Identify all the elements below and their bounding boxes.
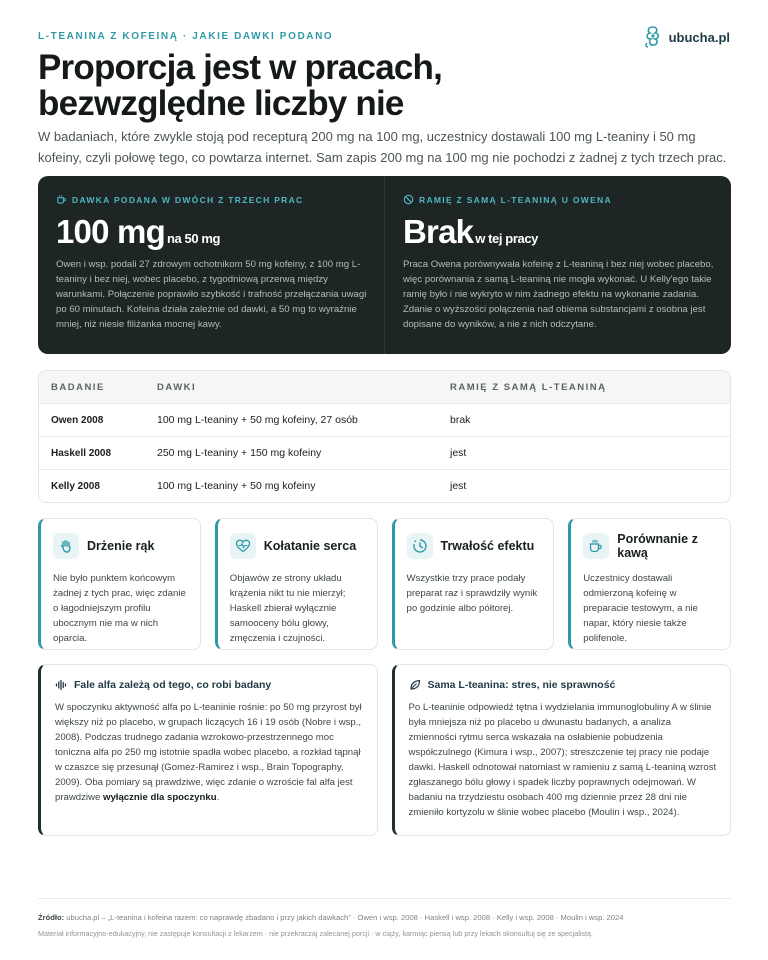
panel-text: Po L-teaninie odpowiedź tętna i wydzielania immunoglobuliny A w ślinie była mniejsza niż po placebo u dwunastu badanych, a analiza zmienności rytmu serca wskazała na osłabienie pobudzenia współczulnego (Kimura i wsp., 2007); streszczenie tej pracy nie podaje dawki. Haskell odnotował natomiast w ramieniu z samą L-teaniną wzrost zgłaszanego bólu głowy i spadek liczby poprawnych odejmowań. W badaniu na trzydziestu osobach 400 mg dziennie przez 28 dni nie zmieniło kortyzolu w ślinie wobec placebo (Moulin i wsp., 2024). (408, 702, 717, 818)
panel-text: W spoczynku aktywność alfa po L-teaninie rośnie: po 50 mg przyrost był większy niż po placebo, w grupach liczących 16 i 19 osób (Nobre i wsp., 2008). Podczas trudnego zadania wzrokowo-przestrzennego moc toniczna alfa po 250 mg istotnie spadła wobec placebo, a rozkład tąpnął w czaszce się przesunął (Gomez-Ramirez i wsp., Brain Topography, 2009). Oba pomiary są prawdziwe, więc zdanie o wzroście fal alfa jest prawdziwe wyłącznie dla spoczynku. (55, 702, 362, 803)
card-hand-tremor (38, 518, 201, 650)
panel-title: Sama L-teanina: stres, nie sprawność (427, 679, 616, 691)
leaf-icon (409, 679, 421, 691)
kombucha-logo-icon (642, 25, 664, 49)
arm-description: Praca Owena porównywała kofeinę z L-teaniną i bez niej wobec placebo, więc porównania z samą L-teaniną nie mogła wykonać. U Kelly'ego takie ramię było i nie wykryto w nim żadnego efektu na wykonanie zadania. Zdanie o wyższości połączenia nad obiema substancjami z osobna jest dopisane do wyników, a nie z nich odczytane. (403, 259, 714, 330)
detail-panels (38, 664, 731, 836)
dose-description: Owen i wsp. podali 27 zdrowym ochotnikom 50 mg kofeiny, z 100 mg L-teaniny i bez niej, wobec placebo, z tygodniową przerwą między warunkami. Połączenie poprawiło szybkość i trafność przełączania uwagi po 60 minutach. Kofeina działa zależnie od dawki, a 50 mg to wyraźnie mniej, niż niesie filiżanka mocnej kawy. (56, 259, 367, 330)
column-header: DAWKI (157, 381, 197, 393)
table-cell: Owen 2008 (51, 414, 104, 426)
table-cell: brak (450, 414, 471, 426)
hand-icon (58, 538, 74, 554)
card-title: Drżenie rąk (87, 539, 155, 553)
footer (38, 898, 731, 938)
dose-highlight-panel (38, 176, 731, 354)
claims-cards (38, 518, 731, 650)
cup-icon (56, 194, 67, 205)
table-row (39, 403, 730, 436)
dose-value: 100 mg na 50 mg (56, 213, 221, 250)
theanine-alone-panel (392, 664, 732, 836)
alpha-waves-panel (38, 664, 378, 836)
page-title: Proporcja jest w pracach, bezwzględne liczby nie (38, 48, 443, 123)
studies-table (38, 370, 731, 503)
column-header: BADANIE (51, 381, 105, 393)
cup-icon (588, 538, 604, 554)
table-cell: 100 mg L-teaniny + 50 mg kofeiny (157, 480, 316, 492)
waveform-icon (55, 679, 67, 691)
arm-label: RAMIĘ Z SAMĄ L-TEANINĄ U OWENA (403, 194, 715, 205)
disclaimer: Materiał informacyjno-edukacyjny, nie zastępuje konsultacji z lekarzem · nie przekraczaj zalecanej porcji · w ciąży, karmiąc piersią lub przy lekach skonsultuj się ze specjalistą. (38, 929, 593, 938)
arm-value: Brak w tej pracy (403, 213, 538, 250)
card-title: Kołatanie serca (263, 539, 357, 553)
column-header: RAMIĘ Z SAMĄ L-TEANINĄ (450, 381, 607, 393)
card-effect-duration (392, 518, 555, 650)
brand-name: ubucha.pl (668, 29, 730, 45)
table-row (39, 436, 730, 469)
table-header-row (39, 371, 730, 403)
card-coffee-comparison (568, 518, 731, 650)
source-line: Źródło: ubucha.pl – „L-teanina i kofeina razem: co naprawdę zbadano i przy jakich dawkach” · Owen i wsp. 2008 · Haskell i wsp. 2008 · Kelly i wsp. 2008 · Moulin i wsp. 2024 (38, 913, 624, 922)
table-cell: jest (450, 480, 467, 492)
card-palpitations (215, 518, 378, 650)
lead-paragraph: W badaniach, które zwykle stoją pod recepturą 200 mg na 100 mg, uczestnicy dostawali 100 mg L-teaniny i 50 mg kofeiny, czyli połowę tego, co powtarza internet. Sam zapis 200 mg na 100 mg nie pochodzi z żadnej z tych trzech prac. (38, 129, 727, 165)
table-cell: Kelly 2008 (51, 480, 100, 492)
table-cell: 100 mg L-teaniny + 50 mg kofeiny, 27 osób (157, 414, 358, 426)
kicker: L-TEANINA Z KOFEINĄ · JAKIE DAWKI PODANO (38, 31, 334, 42)
brand-logo[interactable] (642, 25, 730, 49)
arm-column (384, 176, 731, 354)
card-text: Nie było punktem końcowym żadnej z tych prac, więc zdanie o łagodniejszym profilu ubocznym nie ma w nich oparcia. (53, 573, 186, 644)
table-cell: jest (450, 447, 467, 459)
heartbeat-icon (235, 538, 251, 554)
prohibited-icon (403, 194, 414, 205)
dose-label: DAWKA PODANA W DWÓCH Z TRZECH PRAC (56, 194, 368, 205)
table-row (39, 469, 730, 502)
card-title: Porównanie z kawą (617, 532, 698, 560)
table-cell: 250 mg L-teaniny + 150 mg kofeiny (157, 447, 322, 459)
card-title: Trwałość efektu (440, 539, 535, 553)
dose-column (38, 176, 384, 354)
table-cell: Haskell 2008 (51, 447, 112, 459)
card-text: Objawów ze strony układu krążenia nikt tu nie mierzył; Haskell zbierał wyłącznie samooceny bólu głowy, zmęczenia i czujności. (229, 573, 346, 644)
emphasis: wyłącznie dla spoczynku (103, 792, 217, 803)
clock-icon (412, 538, 428, 554)
panel-title: Fale alfa zależą od tego, co robi badany (74, 679, 272, 691)
card-text: Uczestnicy dostawali odmierzoną kofeinę w preparacie testowym, a nie napar, który niesie także polifenole. (583, 573, 698, 644)
card-text: Wszystkie trzy prace podały preparat raz i sprawdziły wynik po godzinie albo półtorej. (406, 573, 538, 614)
